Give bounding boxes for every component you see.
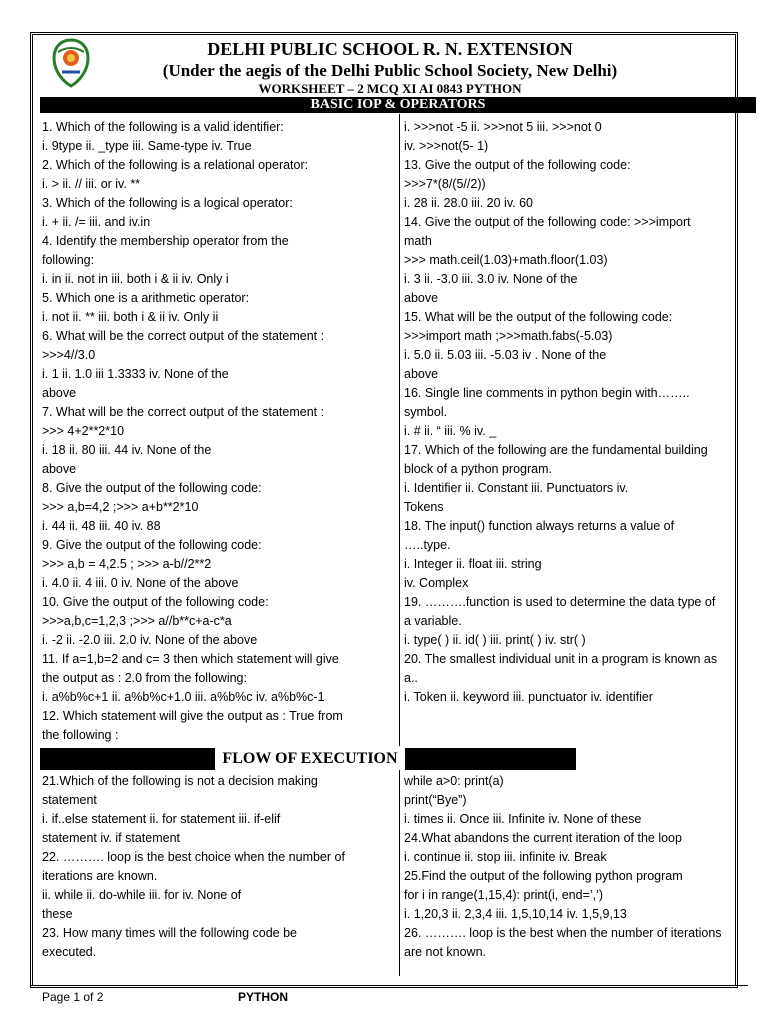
question-line: above bbox=[404, 367, 439, 381]
question-line: symbol. bbox=[404, 405, 448, 419]
question-line: 26. ………. loop is the best when the number of iterations bbox=[404, 926, 722, 940]
question-line: i. >>>not -5 ii. >>>not 5 iii. >>>not 0 bbox=[404, 120, 602, 134]
question-line: i. Integer ii. float iii. string bbox=[404, 557, 542, 571]
question-line: Tokens bbox=[404, 500, 444, 514]
question-line: i. 9type ii. _type iii. Same-type iv. True bbox=[42, 139, 252, 153]
question-line: 12. Which statement will give the output as : True from bbox=[42, 709, 343, 723]
school-logo-icon bbox=[50, 38, 92, 88]
question-line: 17. Which of the following are the fundamental building bbox=[404, 443, 708, 457]
question-line: 15. What will be the output of the following code: bbox=[404, 310, 673, 324]
question-line: >>> 4+2**2*10 bbox=[42, 424, 125, 438]
question-line: i. Token ii. keyword iii. punctuator iv. identifier bbox=[404, 690, 653, 704]
question-line: 25.Find the output of the following python program bbox=[404, 869, 683, 883]
question-line: above bbox=[42, 462, 77, 476]
section-flow-title: FLOW OF EXECUTION bbox=[214, 748, 406, 770]
question-line: i. 18 ii. 80 iii. 44 iv. None of the bbox=[42, 443, 212, 457]
question-line: >>> math.ceil(1.03)+math.floor(1.03) bbox=[404, 253, 608, 267]
question-line: a variable. bbox=[404, 614, 462, 628]
question-line: i. 28 ii. 28.0 iii. 20 iv. 60 bbox=[404, 196, 534, 210]
question-line: i. -2 ii. -2.0 iii. 2.0 iv. None of the above bbox=[42, 633, 258, 647]
question-line: 13. Give the output of the following code: bbox=[404, 158, 631, 172]
page-number: Page 1 of 2 bbox=[42, 990, 104, 1004]
question-line: 1. Which of the following is a valid identifier: bbox=[42, 120, 284, 134]
question-line: 16. Single line comments in python begin with…….. bbox=[404, 386, 690, 400]
flow-column-divider bbox=[399, 770, 400, 976]
question-line: i. + ii. /= iii. and iv.in bbox=[42, 215, 151, 229]
question-line: a.. bbox=[404, 671, 418, 685]
question-line: 2. Which of the following is a relational operator: bbox=[42, 158, 309, 172]
question-line: above bbox=[42, 386, 77, 400]
right-column bbox=[404, 118, 754, 707]
left-column bbox=[42, 118, 396, 745]
question-line: ii. while ii. do-while iii. for iv. None of bbox=[42, 888, 242, 902]
question-line: for i in range(1,15,4): print(i, end=’,’) bbox=[404, 888, 604, 902]
question-line: i. if..else statement ii. for statement iii. if-elif bbox=[42, 812, 281, 826]
question-line: block of a python program. bbox=[404, 462, 552, 476]
question-line: >>> a,b=4,2 ;>>> a+b**2*10 bbox=[42, 500, 199, 514]
footer-rule bbox=[30, 985, 748, 986]
footer-subject: PYTHON bbox=[238, 990, 289, 1004]
question-line: 21.Which of the following is not a decision making bbox=[42, 774, 318, 788]
question-line: i. 44 ii. 48 iii. 40 iv. 88 bbox=[42, 519, 161, 533]
question-line: executed. bbox=[42, 945, 97, 959]
question-line: print(“Bye”) bbox=[404, 793, 467, 807]
question-line: 11. If a=1,b=2 and c= 3 then which statement will give bbox=[42, 652, 339, 666]
question-line: i. not ii. ** iii. both i & ii iv. Only ii bbox=[42, 310, 219, 324]
question-line: iv. >>>not(5- 1) bbox=[404, 139, 489, 153]
question-line: above bbox=[404, 291, 439, 305]
question-line: following: bbox=[42, 253, 95, 267]
flow-right-column bbox=[404, 772, 754, 962]
question-line: 20. The smallest individual unit in a program is known as bbox=[404, 652, 718, 666]
question-line: >>> a,b = 4,2.5 ; >>> a-b//2**2 bbox=[42, 557, 212, 571]
question-line: iv. Complex bbox=[404, 576, 469, 590]
question-line: 10. Give the output of the following code: bbox=[42, 595, 269, 609]
question-line: 4. Identify the membership operator from the bbox=[42, 234, 289, 248]
question-line: i. 1,20,3 ii. 2,3,4 iii. 1,5,10,14 iv. 1,5,9,13 bbox=[404, 907, 627, 921]
question-line: 23. How many times will the following code be bbox=[42, 926, 297, 940]
question-line: these bbox=[42, 907, 73, 921]
column-divider bbox=[399, 114, 400, 746]
question-line: i. a%b%c+1 ii. a%b%c+1.0 iii. a%b%c iv. a%b%c-1 bbox=[42, 690, 325, 704]
worksheet-title: WORKSHEET – 2 MCQ XI AI 0843 PYTHON bbox=[258, 81, 522, 96]
question-line: >>>7*(8/(5//2)) bbox=[404, 177, 486, 191]
question-line: i. 3 ii. -3.0 iii. 3.0 iv. None of the bbox=[404, 272, 578, 286]
question-line: statement iv. if statement bbox=[42, 831, 181, 845]
question-line: i. 1 ii. 1.0 iii 1.3333 iv. None of the bbox=[42, 367, 229, 381]
question-line: 24.What abandons the current iteration of the loop bbox=[404, 831, 682, 845]
question-line: >>>4//3.0 bbox=[42, 348, 96, 362]
question-line: >>>a,b,c=1,2,3 ;>>> a//b**c+a-c*a bbox=[42, 614, 232, 628]
question-line: while a>0: print(a) bbox=[404, 774, 504, 788]
flow-left-column bbox=[42, 772, 396, 962]
question-line: math bbox=[404, 234, 432, 248]
question-line: 9. Give the output of the following code: bbox=[42, 538, 262, 552]
question-line: are not known. bbox=[404, 945, 486, 959]
question-line: i. > ii. // iii. or iv. ** bbox=[42, 177, 141, 191]
question-line: 5. Which one is a arithmetic operator: bbox=[42, 291, 250, 305]
question-line: 19. ……….function is used to determine the data type of bbox=[404, 595, 716, 609]
question-line: i. 4.0 ii. 4 iii. 0 iv. None of the above bbox=[42, 576, 239, 590]
question-line: 7. What will be the correct output of the statement : bbox=[42, 405, 325, 419]
school-aegis: (Under the aegis of the Delhi Public School Society, New Delhi) bbox=[162, 61, 618, 80]
question-line: 8. Give the output of the following code: bbox=[42, 481, 262, 495]
question-line: 6. What will be the correct output of the statement : bbox=[42, 329, 325, 343]
question-line: i. # ii. “ iii. % iv. _ bbox=[404, 424, 497, 438]
question-line: iterations are known. bbox=[42, 869, 158, 883]
question-line: 22. ………. loop is the best choice when the number of bbox=[42, 850, 345, 864]
question-line: the following : bbox=[42, 728, 119, 742]
question-line: >>>import math ;>>>math.fabs(-5.03) bbox=[404, 329, 613, 343]
school-name: DELHI PUBLIC SCHOOL R. N. EXTENSION bbox=[207, 39, 573, 59]
section-flow-bar bbox=[40, 748, 576, 770]
question-line: 3. Which of the following is a logical operator: bbox=[42, 196, 293, 210]
question-line: 18. The input() function always returns a value of bbox=[404, 519, 675, 533]
section-basic-title: BASIC IOP & OPERATORS bbox=[40, 97, 756, 113]
question-line: the output as : 2.0 from the following: bbox=[42, 671, 247, 685]
question-line: statement bbox=[42, 793, 97, 807]
question-line: i. in ii. not in iii. both i & ii iv. Only i bbox=[42, 272, 229, 286]
question-line: i. times ii. Once iii. Infinite iv. None of these bbox=[404, 812, 642, 826]
question-line: i. continue ii. stop iii. infinite iv. Break bbox=[404, 850, 607, 864]
question-line: i. 5.0 ii. 5.03 iii. -5.03 iv . None of the bbox=[404, 348, 607, 362]
question-line: i. Identifier ii. Constant iii. Punctuators iv. bbox=[404, 481, 629, 495]
question-line: 14. Give the output of the following code: >>>import bbox=[404, 215, 691, 229]
question-line: …..type. bbox=[404, 538, 451, 552]
question-line: i. type( ) ii. id( ) iii. print( ) iv. str( ) bbox=[404, 633, 586, 647]
